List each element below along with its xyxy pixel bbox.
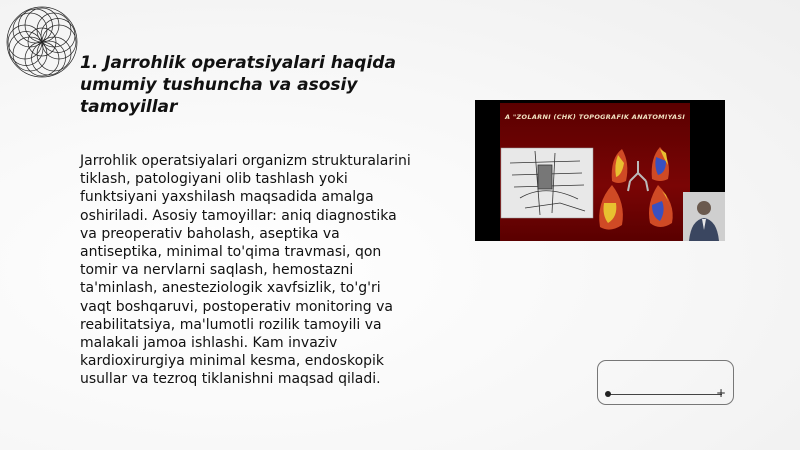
video-slide-title: A "ZOLARNI (CHK) TOPOGRAFIK ANATOMIYASI bbox=[504, 113, 686, 121]
presenter-silhouette-icon bbox=[683, 192, 725, 241]
presenter-webcam-thumbnail bbox=[683, 192, 725, 241]
video-slide-frame bbox=[500, 103, 690, 241]
play-position-knob[interactable] bbox=[605, 391, 611, 397]
volume-plus-icon[interactable]: + bbox=[716, 386, 727, 400]
slide-body-text: Jarrohlik operatsiyalari organizm strukturalarini tiklash, patologiyani olib tashlash yoki funktsiyani yaxshilash maqsadida amalga oshiriladi. Asosiy tamoyillar: aniq diagnostika va preoperativ baholash, aseptika va antiseptika, minimal to'qima travmasi, qon tomir va nervlarni saqlash, hemostazni ta'minlash, anesteziologik xavfsizlik, to'g'ri vaqt boshqaruvi, postoperativ monitoring va reabilitatsiya, ma'lumotli rozilik tamoyili va malakali jamoa ishlashi. Kam invaziv kardioxirurgiya minimal kesma, endoskopik usullar va tezroq tiklanishni maqsad qiladi. bbox=[80, 153, 411, 388]
seek-bar-track[interactable] bbox=[608, 394, 722, 395]
anatomy-illustration bbox=[500, 103, 690, 241]
embedded-video[interactable] bbox=[475, 100, 725, 241]
media-player-controls[interactable] bbox=[597, 360, 734, 405]
rosette-logo-icon bbox=[5, 5, 79, 79]
slide-title: 1. Jarrohlik operatsiyalari haqida umumiy tushuncha va asosiy tamoyillar bbox=[80, 53, 396, 117]
